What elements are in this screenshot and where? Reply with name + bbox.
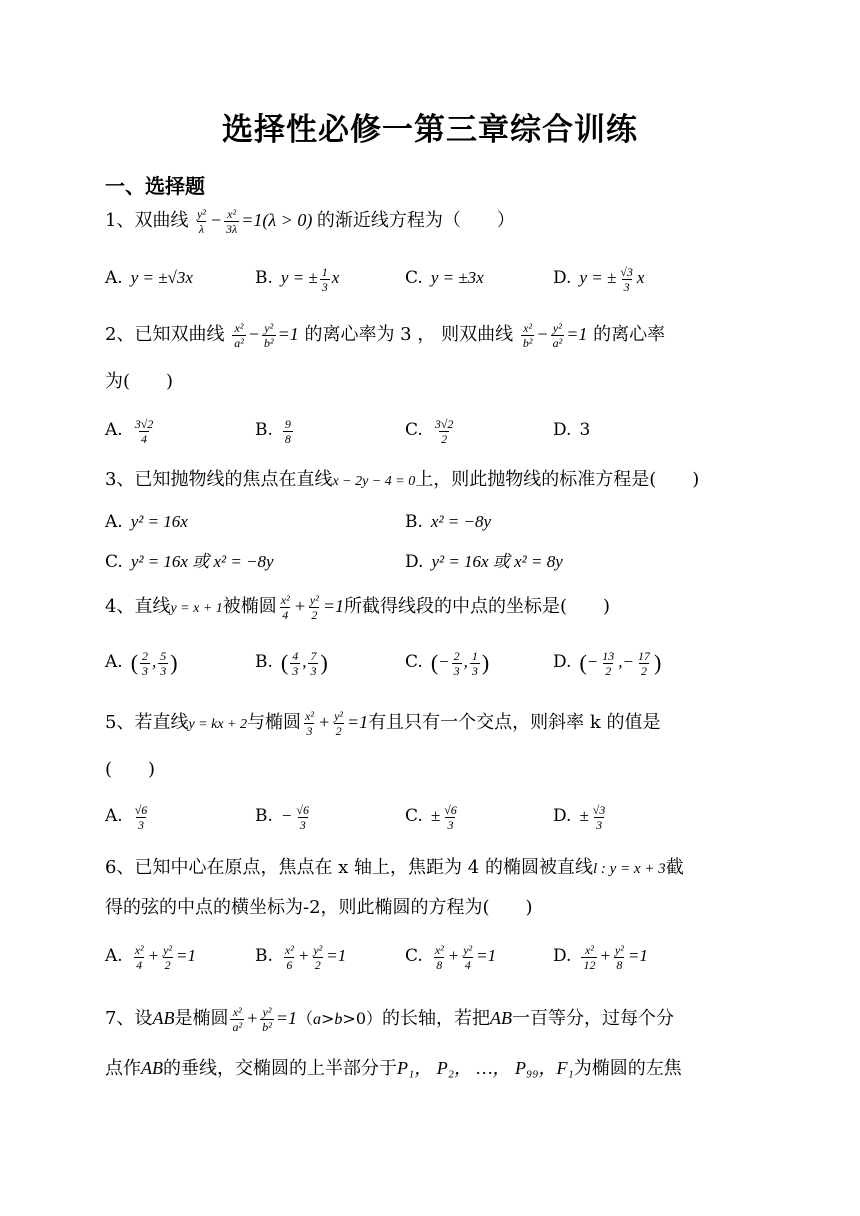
- q5-option-d[interactable]: D. ± $\frac{√3}{3}$: [553, 802, 606, 832]
- q4-option-d[interactable]: D. (− $\frac{13}{2}$ ,− $\frac{17}{2}$ ): [553, 648, 662, 678]
- q5-option-a[interactable]: A. $\frac{√6}{3}$: [105, 802, 148, 832]
- question-6-line-2: 得的弦的中点的横坐标为-2，则此椭圆的方程为( ): [105, 897, 533, 918]
- question-3: 3、已知抛物线的焦点在直线x − 2y − 4 = 0上，则此抛物线的标准方程是( ): [105, 469, 700, 490]
- question-5-line-2: ( ): [105, 759, 156, 780]
- q1-option-c[interactable]: C. y = ±3x: [405, 268, 484, 288]
- question-1: 1、双曲线 $\frac{\text{y²}}{\lambda}$ − $\frac{\text{x²}}{3\lambda}$ =1(λ > 0) 的渐近线方程为（ ）: [105, 207, 515, 237]
- q2-option-d[interactable]: D. 3: [553, 420, 591, 440]
- q3-option-c[interactable]: C. y² = 16x 或 x² = −8y: [105, 552, 274, 572]
- q5-option-c[interactable]: C. ± $\frac{√6}{3}$: [405, 802, 457, 832]
- q2-option-c[interactable]: C. $\frac{3√2}{2}$: [405, 416, 454, 446]
- q1-option-a[interactable]: A. y = ±√3x: [105, 268, 193, 288]
- q6-option-c[interactable]: C. $\frac{\text{x²}}{8}$ + $\frac{\text{y²}}{4}$ =1: [405, 942, 497, 972]
- question-6: 6、已知中心在原点，焦点在 x 轴上，焦距为 4 的椭圆被直线l : y = x + 3截: [105, 857, 684, 878]
- q3-option-a[interactable]: A. y² = 16x: [105, 512, 188, 532]
- q2-option-b[interactable]: B. $\frac{9}{8}$: [255, 416, 291, 446]
- q6-option-a[interactable]: A. $\frac{\text{x²}}{4}$ + $\frac{\text{y²}}{2}$ =1: [105, 942, 197, 972]
- q2-option-a[interactable]: A. $\frac{3√2}{4}$: [105, 416, 154, 446]
- question-2-line-2: 为( ): [105, 371, 174, 392]
- q3-option-d[interactable]: D. y² = 16x 或 x² = 8y: [405, 552, 563, 572]
- question-2: 2、已知双曲线 $\frac{\text{x²}}{\text{a²}}$ − $\frac{\text{y²}}{\text{b²}}$ =1 的离心率为 3 ， 则双曲线 $\frac{\text{x²}}{\text{b²}}$ − $\frac{\text{y²}}{\text{a²}}$ =1 的离心率: [105, 321, 666, 351]
- page-title: 选择性必修一第三章综合训练: [222, 112, 638, 148]
- section-heading: 一、选择题: [105, 174, 205, 198]
- q6-option-d[interactable]: D. $\frac{\text{x²}}{12}$ + $\frac{\text{y²}}{8}$ =1: [553, 942, 648, 972]
- q4-option-a[interactable]: A. ( $\frac{2}{3}$ , $\frac{5}{3}$ ): [105, 648, 178, 678]
- q4-option-c[interactable]: C. (− $\frac{2}{3}$ , $\frac{1}{3}$ ): [405, 648, 490, 678]
- question-5: 5、若直线y = kx + 2与椭圆 $\frac{\text{x²}}{3}$ + $\frac{\text{y²}}{2}$ =1有且只有一个交点，则斜率 k 的值是: [105, 709, 661, 739]
- question-4: 4、直线y = x + 1被椭圆 $\frac{\text{x²}}{4}$ + $\frac{\text{y²}}{2}$ =1所截得线段的中点的坐标是( ): [105, 593, 611, 623]
- q3-option-b[interactable]: B. x² = −8y: [405, 512, 492, 532]
- question-7-line-2: 点作AB的垂线，交椭圆的上半部分于P₁， P₂， …， P₉₉，F₁为椭圆的左焦: [105, 1058, 682, 1079]
- question-7: 7、设AB是椭圆 $\frac{\text{x²}}{\text{a²}}$ + $\frac{\text{y²}}{\text{b²}}$ =1（a>b>0）的长轴，若把AB一百等分，过每个分: [105, 1005, 674, 1035]
- q6-option-b[interactable]: B. $\frac{\text{x²}}{6}$ + $\frac{\text{y²}}{2}$ =1: [255, 942, 347, 972]
- q1-formula: $\frac{\text{y²}}{\lambda}$ − $\frac{\text{x²}}{3\lambda}$ =1(λ > 0): [196, 207, 317, 237]
- q4-option-b[interactable]: B. ( $\frac{4}{3}$ , $\frac{7}{3}$ ): [255, 648, 328, 678]
- q1-option-b[interactable]: B. y = ± $\frac{1}{3}$ x: [255, 264, 340, 294]
- q1-option-d[interactable]: D. y = ± $\frac{√3}{3}$ x: [553, 264, 645, 294]
- q5-option-b[interactable]: B. − $\frac{√6}{3}$: [255, 802, 309, 832]
